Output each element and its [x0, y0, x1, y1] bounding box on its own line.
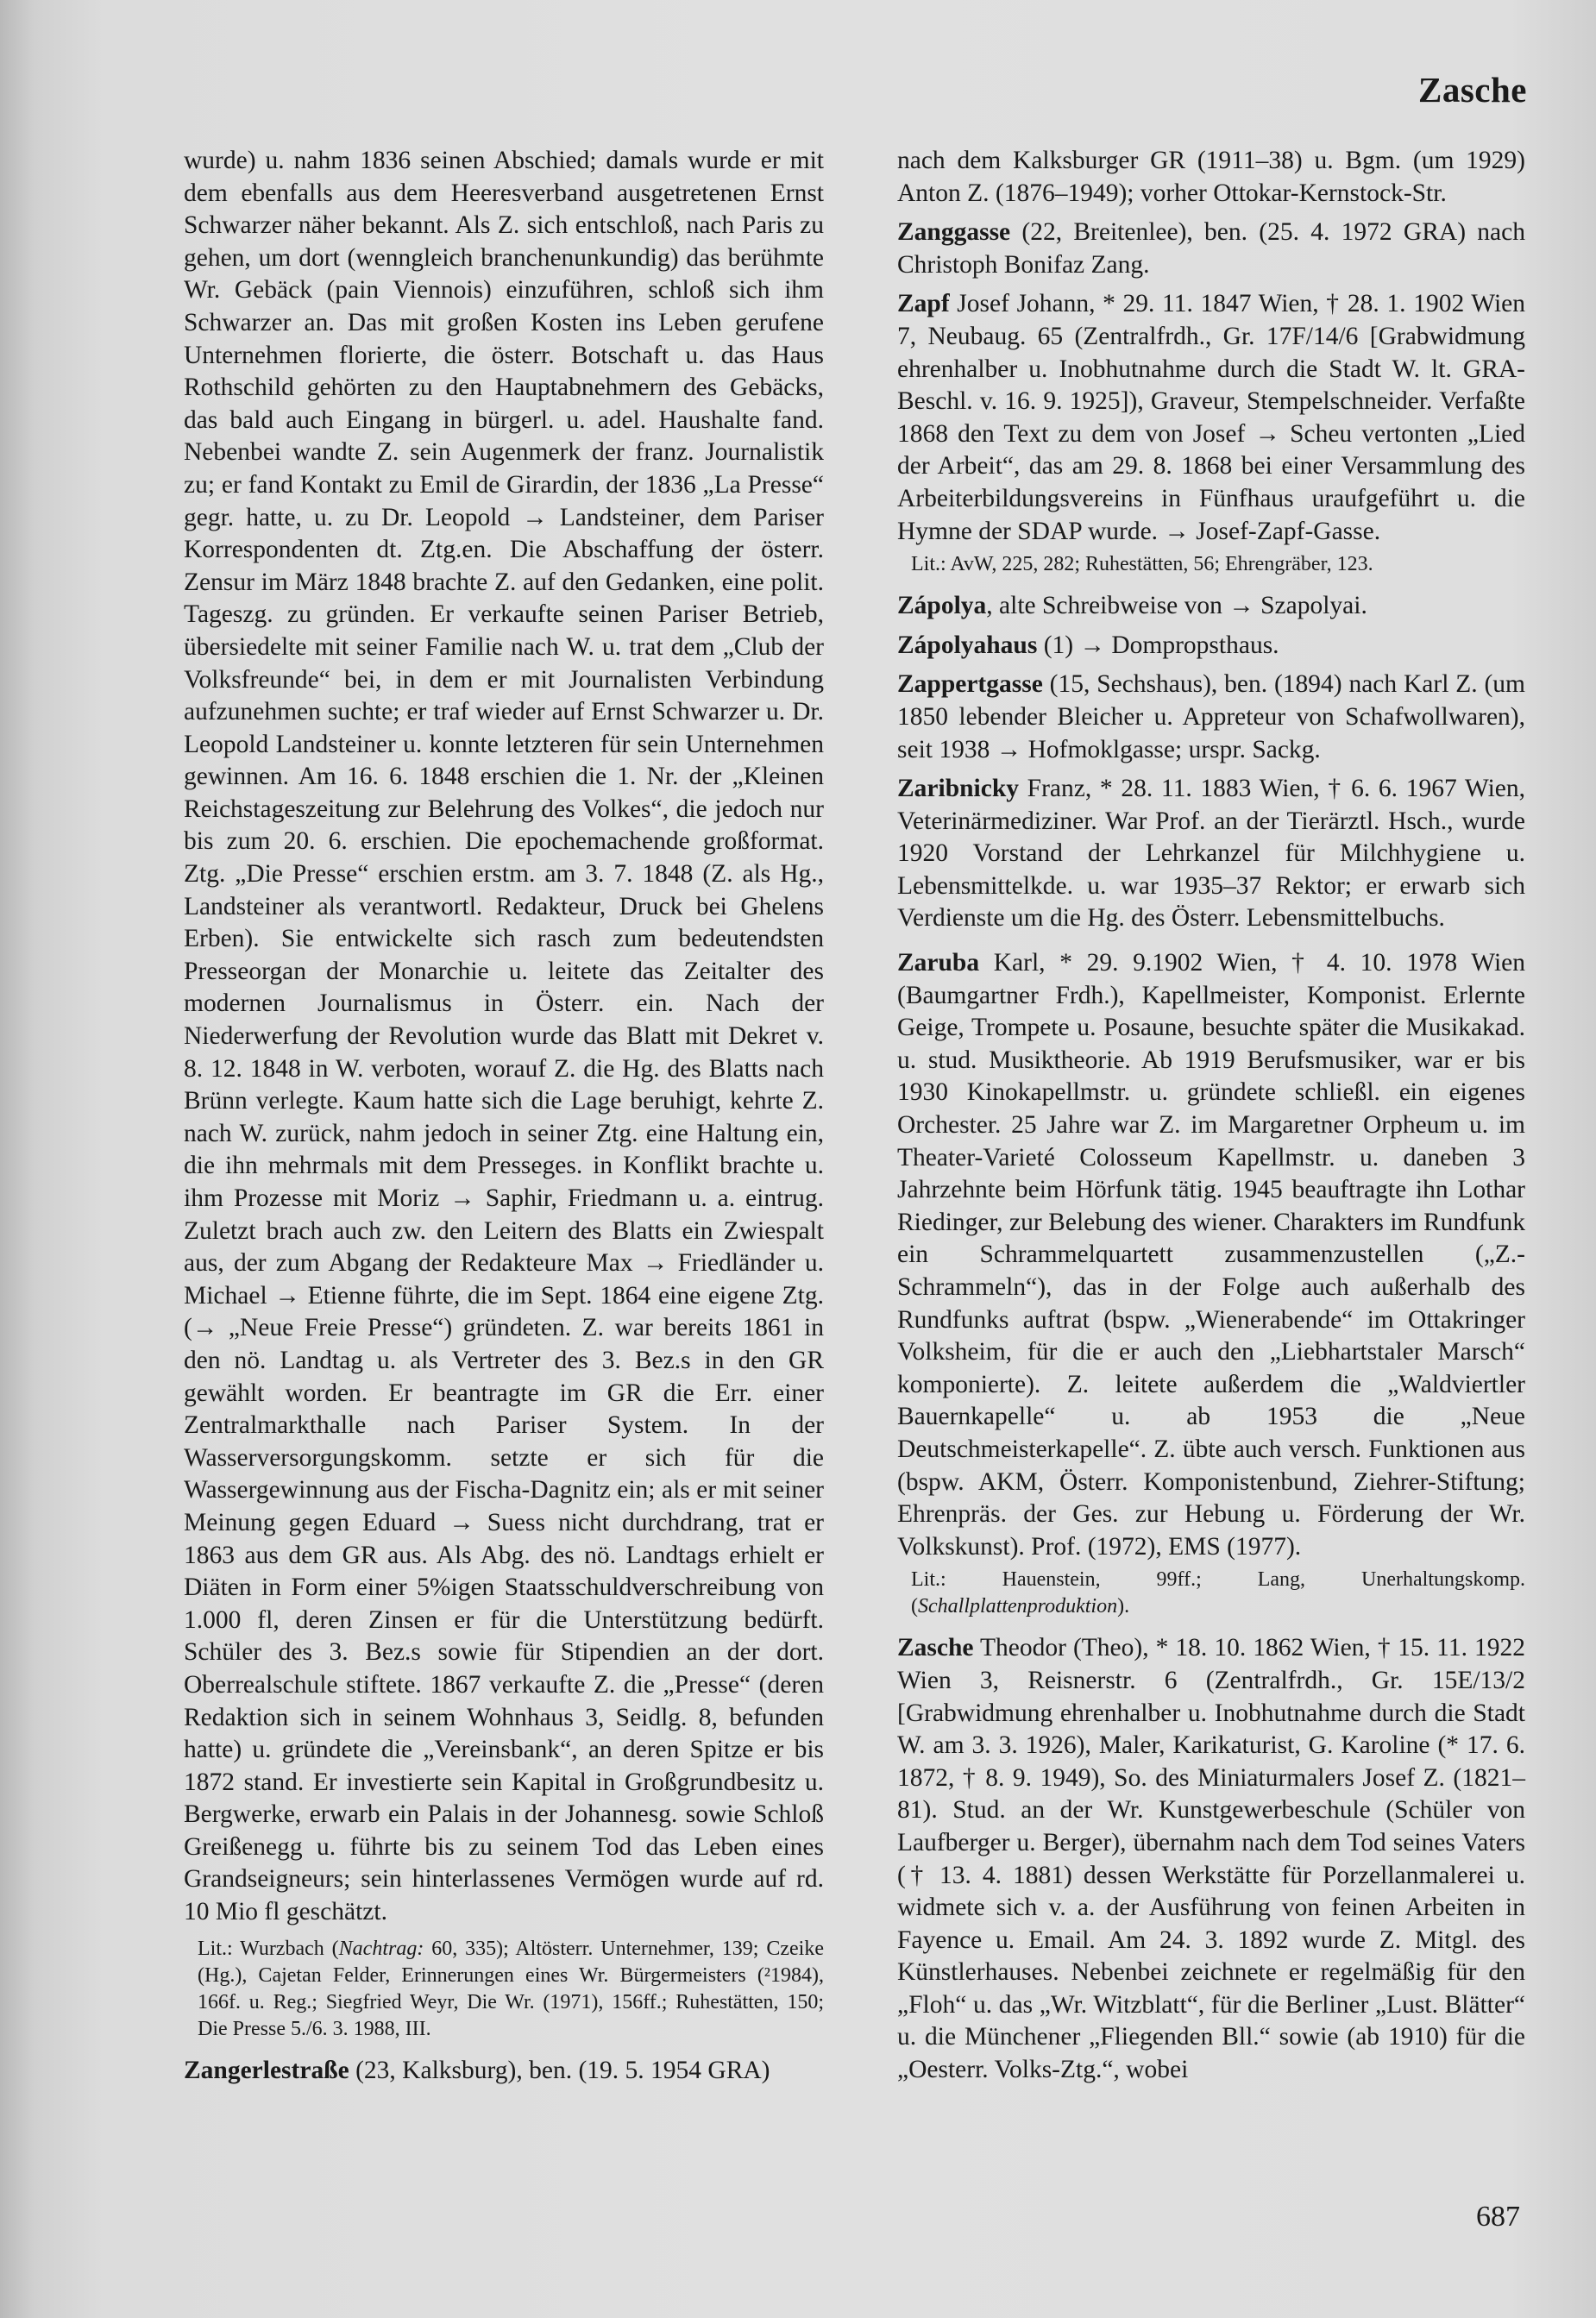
entry-zaruba: Zaruba Karl, * 29. 9.1902 Wien, † 4. 10. 1978 Wien (Baumgartner Frdh.), Kapellmeister, Komponist. Erlernte Geige, Trompete u. Posaune, besuchte später die Musikakad. u. stud. Musiktheorie. Ab 1919 Berufsmusiker, war er bis 1930 Kinokapellmstr. u. gründete schließl. ein eigenes Orchester. 25 Jahre war Z. im Margaretner Orpheum u. im Theater-Varieté Colosseum Kapellmstr. u. daneben 3 Jahrzehnte beim Hörfunk tätig. 1945 beauftragte ihn Lothar Riedinger, zur Belebung des wiener. Charakters im Rundfunk ein Schrammelquartett zusammenzustellen („Z.-Schrammeln“), das in der Folge auch außerhalb des Rundfunks auftrat (bspw. „Wienerabende“ im Ottakringer Volksheim, für die er auch den „Liebhartstaler Marsch“ komponierte). Z. leitete außerdem die „Waldviertler Bauernkapelle“ u. ab 1953 die „Neue Deutschmeisterkapelle“. Z. übte auch versch. Funktionen aus (bspw. AKM, Österr. Komponistenbund, Ziehrer-Stiftung; Ehrenpräs. der Ges. zur Hebung u. Förderung der Wr. Volkskunst). Prof. (1972), EMS (1977).	[897, 949, 1525, 1561]
left-column	[184, 145, 824, 2094]
lemma: Zangerlestraße	[184, 2056, 349, 2084]
entry-zapolyahaus: Zápolyahaus (1) → Dompropsthaus.	[897, 631, 1279, 659]
entry-zasche: Zasche Theodor (Theo), * 18. 10. 1862 Wien, † 15. 11. 1922 Wien 3, Reisnerstr. 6 (Zentralfrdh., Gr. 15E/13/2 [Grabwidmung ehrenhalber u. Inobhutnahme durch die Stadt W. am 3. 3. 1926), Maler, Karikaturist, G. Karoline (* 17. 6. 1872, † 8. 9. 1949), So. des Miniaturmalers Josef Z. (1821–81). Stud. an der Wr. Kunstgewerbeschule (Schüler von Laufberger u. Berger), übernahm nach dem Tod seines Vaters († 13. 4. 1881) dessen Werkstätte für Porzellanmalerei u. widmete sich v. a. der Ausführung von feinen Arbeiten in Fayence u. Email. Am 24. 3. 1892 wurde Z. Mitgl. des Künstlerhauses. Nebenbei zeichnete er regelmäßig für den „Floh“ u. das „Wr. Witzblatt“, für die Berliner „Lust. Blätter“ u. die Münchener „Fliegenden Bll.“ sowie (ab 1910) für die „Oesterr. Volks-Ztg.“, wobei	[897, 1634, 1525, 2084]
lemma: Zasche	[897, 1634, 974, 1662]
lemma: Zanggasse	[897, 218, 1011, 247]
running-header: Zasche	[1418, 70, 1527, 110]
entry-zangerlestrasse: Zangerlestraße (23, Kalksburg), ben. (19. 5. 1954 GRA)	[184, 2056, 770, 2084]
lemma: Zaruba	[897, 949, 980, 977]
entry-zapolya: Zápolya, alte Schreibweise von → Szapolyai.	[897, 592, 1367, 620]
entry-zappertgasse: Zappertgasse (15, Sechshaus), ben. (1894) nach Karl Z. (um 1850 lebender Bleicher u. Appreteur von Schafwollwaren), seit 1938 → Hofmoklgasse; urspr. Sackg.	[897, 670, 1525, 763]
lemma: Zappertgasse	[897, 670, 1043, 699]
entry-zang-continuation: wurde) u. nahm 1836 seinen Abschied; damals wurde er mit dem ebenfalls aus dem Heeresverband ausgetretenen Ernst Schwarzer näher bekannt. Als Z. sich entschloß, nach Paris zu gehen, um dort (wenngleich branchenunkundig) das berühmte Wr. Gebäck (pain Viennois) einzuführen, schloß sich ihm Schwarzer an. Das mit großen Kosten ins Leben gerufene Unternehmen florierte, die österr. Botschaft u. das Haus Rothschild gehörten zu den Hauptabnehmern des Gebäcks, das bald auch Eingang in bürgerl. u. adel. Haushalte fand. Nebenbei wandte Z. sein Augenmerk der franz. Journalistik zu; er fand Kontakt zu Emil de Girardin, der 1836 „La Presse“ gegr. hatte, u. zu Dr. Leopold → Landsteiner, dem Pariser Korrespondenten dt. Ztg.en. Die Abschaffung der österr. Zensur im März 1848 brachte Z. auf den Gedanken, eine polit. Tageszg. zu gründen. Er verkaufte seinen Pariser Betrieb, übersiedelte mit seiner Familie nach W. u. trat dem „Club der Volksfreunde“ bei, in dem er mit Journalisten Verbindung aufzunehmen suchte; er traf wieder auf Ernst Schwarzer u. Dr. Leopold Landsteiner u. konnte letzteren für sein Unternehmen gewinnen. Am 16. 6. 1848 erschien die 1. Nr. der „Kleinen Reichstageszeitung zur Belehrung des Volkes“, die jedoch nur bis zum 20. 6. erschien. Die epochemachende großformat. Ztg. „Die Presse“ erschien erstm. am 3. 7. 1848 (Z. als Hg., Landsteiner als verantwortl. Redakteur, Druck bei Ghelens Erben). Sie entwickelte sich rasch zum bedeutendsten Presseorgan der Monarchie u. leitete das Zeitalter des modernen Journalismus in Österr. ein. Nach der Niederwerfung der Revolution wurde das Blatt mit Dekret v. 8. 12. 1848 in W. verboten, worauf Z. die Hg. des Blatts nach Brünn verlegte. Kaum hatte sich die Lage beruhigt, kehrte Z. nach W. zurück, nahm jedoch in seiner Ztg. eine Haltung ein, die ihn mehrmals mit dem Presseges. in Konflikt brachte u. ihm Prozesse mit Moriz → Saphir, Friedmann u. a. eintrug. Zuletzt brach auch zw. den Leitern des Blatts ein Zwiespalt aus, der zum Abgang der Redakteure Max → Friedländer u. Michael → Etienne führte, die im Sept. 1864 eine eigene Ztg. (→ „Neue Freie Presse“) gründeten. Z. war bereits 1861 in den nö. Landtag u. als Vertreter des 3. Bez.s in den GR gewählt worden. Er beantragte im GR die Err. einer Zentralmarkthalle nach Pariser System. In der Wasserversorgungskomm. setzte er sich für die Wassergewinnung aus der Fischa-Dagnitz ein; als er mit seiner Meinung gegen Eduard → Suess nicht durchdrang, trat er 1863 aus dem GR aus. Als Abg. des nö. Landtags erhielt er Diäten in Form einer 5%igen Staatsschuldverschreibung von 1.000 fl, deren Zinsen er für die Unterstützung bedürft. Schüler des 3. Bez.s sowie für Stipendien an der dort. Oberrealschule stiftete. 1867 verkaufte Z. die „Presse“ (deren Redaktion sich in seinem Wohnhaus 3, Seidlg. 8, befunden hatte) u. gründete die „Vereinsbank“, an deren Spitze er bis 1872 stand. Er investierte sein Kapital in Großgrundbesitz u. Bergwerke, erwarb ein Palais in der Johannesg. sowie Schloß Greißenegg u. führte bis zu seinem Tod das Leben eines Grandseigneurs; sein hinterlassenes Vermögen wurde auf rd. 10 Mio fl geschätzt.	[184, 147, 824, 1926]
literature-zapf: Lit.: AvW, 225, 282; Ruhestätten, 56; Ehrengräber, 123.	[911, 553, 1373, 576]
entry-zaribnicky: Zaribnicky Franz, * 28. 11. 1883 Wien, † 6. 6. 1967 Wien, Veterinärmediziner. War Prof. an der Tierärztl. Hsch., wurde 1920 Vorstand der Lehrkanzel für Milchhygiene u. Lebensmittelkde. u. war 1935–37 Rektor; er erwarb sich Verdienste um die Hg. des Österr. Lebensmittelbuchs.	[897, 775, 1525, 933]
entry-zapf: Zapf Josef Johann, * 29. 11. 1847 Wien, † 28. 1. 1902 Wien 7, Neubaug. 65 (Zentralfrdh., Gr. 17F/14/6 [Grabwidmung ehrenhalber u. Inobhutnahme durch die Stadt W. lt. GRA-Beschl. v. 16. 9. 1925]), Graveur, Stempelschneider. Verfaßte 1868 den Text zu dem von Josef → Scheu vertonten „Lied der Arbeit“, das am 29. 8. 1868 bei einer Versammlung des Arbeiterbildungsvereins in Fünfhaus uraufgeführt u. die Hymne der SDAP wurde. → Josef-Zapf-Gasse.	[897, 290, 1525, 545]
lemma: Zaribnicky	[897, 775, 1019, 803]
lemma: Zápolya	[897, 592, 987, 620]
literature-zang: Lit.: Wurzbach (Nachtrag: 60, 335); Altösterr. Unternehmer, 139; Czeike (Hg.), Cajetan Felder, Erinnerungen eines Wr. Bürgermeisters (²1984), 166f. u. Reg.; Siegfried Weyr, Die Wr. (1971), 156ff.; Ruhestätten, 150; Die Presse 5./6. 3. 1988, III.	[198, 1937, 824, 2040]
right-column	[897, 145, 1525, 2094]
lemma: Zápolyahaus	[897, 631, 1038, 659]
lemma: Zapf	[897, 290, 950, 318]
entry-zanggasse: Zanggasse (22, Breitenlee), ben. (25. 4. 1972 GRA) nach Christoph Bonifaz Zang.	[897, 218, 1525, 279]
literature-zaruba: Lit.: Hauenstein, 99ff.; Lang, Unerhaltungskomp. (Schallplattenproduktion).	[911, 1568, 1525, 1618]
entry-zangerlestrasse-continuation: nach dem Kalksburger GR (1911–38) u. Bgm. (um 1929) Anton Z. (1876–1949); vorher Ottokar-Kernstock-Str.	[897, 147, 1525, 207]
page-number: 687	[1476, 2201, 1520, 2233]
